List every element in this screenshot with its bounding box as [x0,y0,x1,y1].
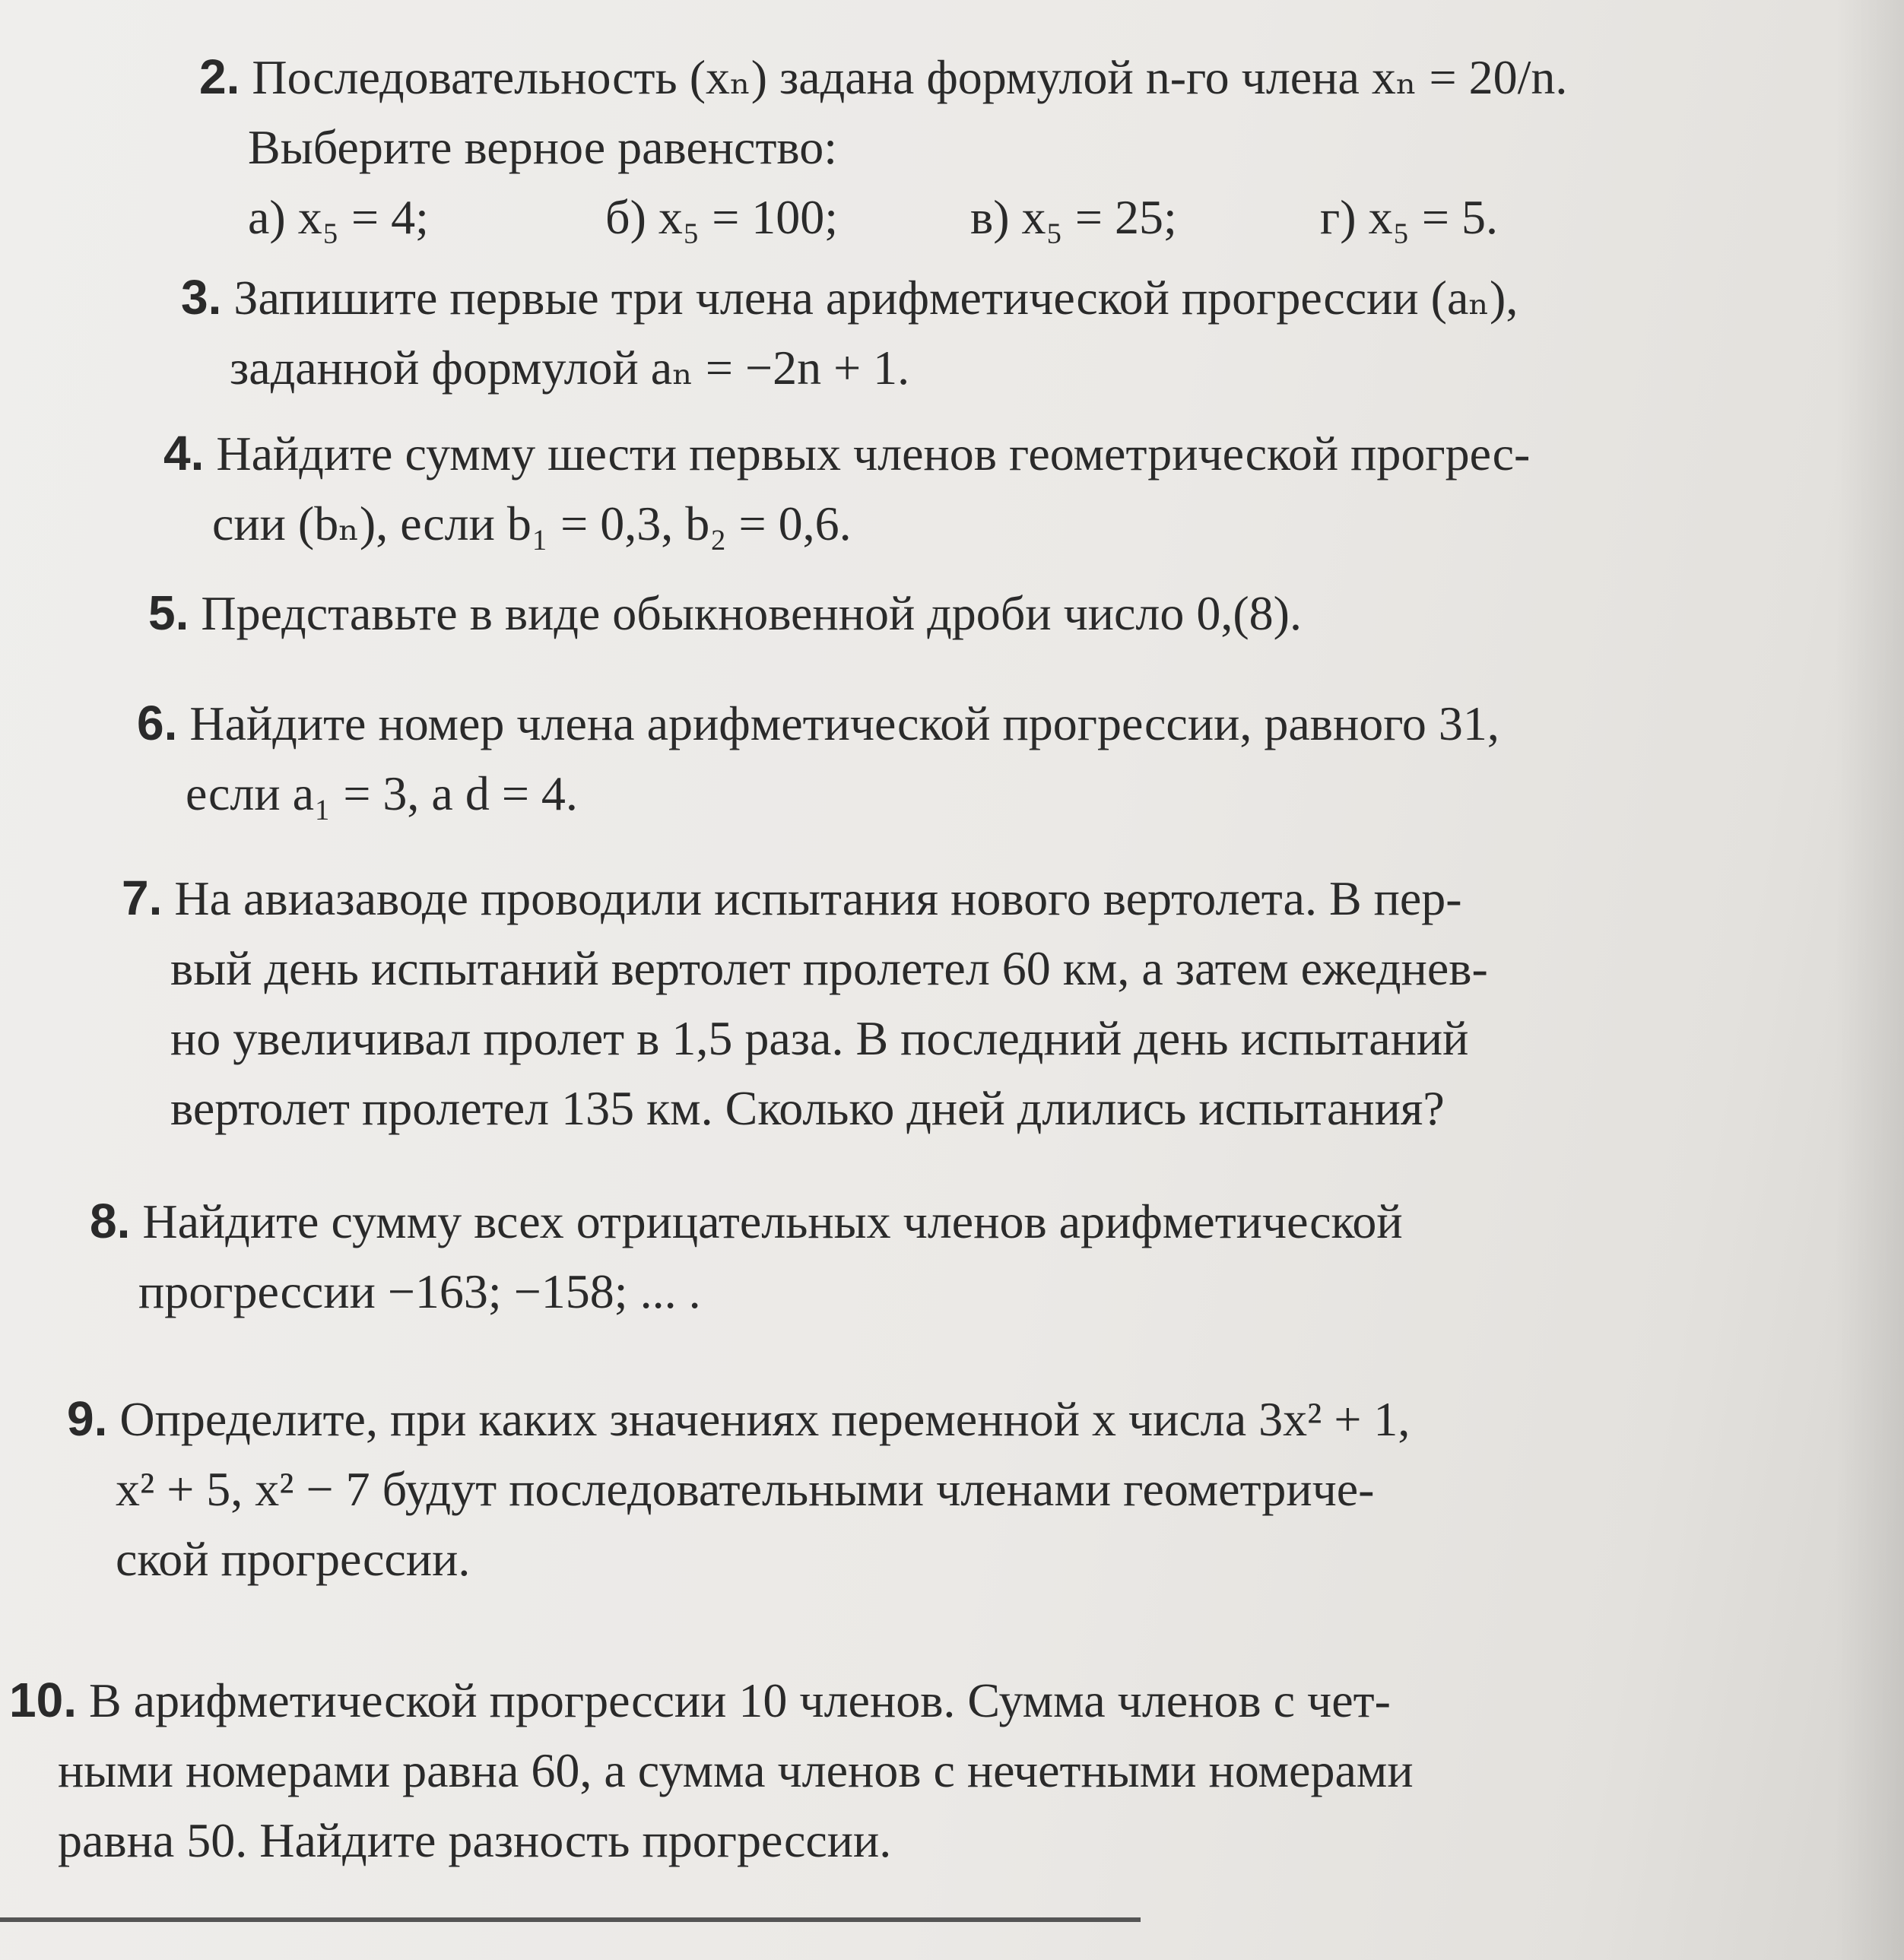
problem-text-line: Найдите сумму шести первых членов геометрической прогрес- [216,427,1531,480]
problem-2 [199,42,1567,252]
problem-text-line: Представьте в виде обыкновенной дроби число 0,(8). [201,586,1302,640]
page-edge-shadow [1836,0,1904,1960]
problem-6 [137,688,1499,829]
problem-number: 10. [9,1673,77,1727]
problem-number: 7. [122,871,163,925]
problem-text-line: прогрессии −163; −158; ... . [138,1264,701,1318]
problem-text-line: но увеличивал пролет в 1,5 раза. В последний день испытаний [170,1011,1469,1065]
problem-text-line: Выберите верное равенство: [248,120,837,174]
problem-text-line: заданной формулой aₙ = −2n + 1. [230,341,910,395]
problem-8 [90,1186,1403,1327]
choice-d: г) x₅ = 5. [1320,190,1498,244]
problem-3 [181,262,1518,403]
problem-text-line: вый день испытаний вертолет пролетел 60 км, а затем ежеднев- [170,941,1488,995]
problem-10 [9,1665,1414,1876]
problem-4 [163,418,1530,559]
answer-choices [199,182,1567,252]
problem-text-line: сии (bₙ), если b₁ = 0,3, b₂ = 0,6. [212,496,852,550]
problem-text-line: Последовательность (xₙ) задана формулой n-го члена xₙ = 20/n. [252,50,1568,104]
problem-number: 9. [67,1391,108,1446]
problem-text-line: Запишите первые три члена арифметической прогрессии (aₙ), [233,271,1518,325]
problem-text-line: вертолет пролетел 135 км. Сколько дней длились испытания? [170,1081,1445,1135]
problem-text-line: ской прогрессии. [116,1532,471,1586]
problem-text-line: На авиазаводе проводили испытания нового вертолета. В пер- [174,871,1462,925]
choice-b: б) x₅ = 100; [605,190,839,244]
problem-5 [148,578,1302,649]
problem-number: 5. [148,585,189,640]
bottom-rule [0,1917,1141,1922]
problem-number: 8. [90,1194,131,1248]
choice-a: а) x₅ = 4; [248,190,429,244]
problem-number: 4. [163,426,205,480]
problem-number: 6. [137,696,178,750]
problem-9 [67,1384,1410,1594]
choice-c: в) x₅ = 25; [970,190,1177,244]
problem-number: 3. [181,270,222,325]
problem-text-line: x² + 5, x² − 7 будут последовательными членами геометриче- [116,1462,1375,1516]
problem-text-line: если a₁ = 3, а d = 4. [186,766,578,820]
problem-number: 2. [199,49,240,104]
problem-text-line: Найдите сумму всех отрицательных членов арифметической [142,1194,1403,1248]
problem-text-line: В арифметической прогрессии 10 членов. Сумма членов с чет- [88,1673,1391,1727]
problem-7 [122,863,1488,1143]
problem-text-line: Определите, при каких значениях переменной x числа 3x² + 1, [119,1392,1411,1446]
problem-text-line: Найдите номер члена арифметической прогрессии, равного 31, [189,696,1499,750]
problem-text-line: равна 50. Найдите разность прогрессии. [58,1813,892,1867]
problem-text-line: ными номерами равна 60, а сумма членов с нечетными номерами [58,1743,1414,1797]
